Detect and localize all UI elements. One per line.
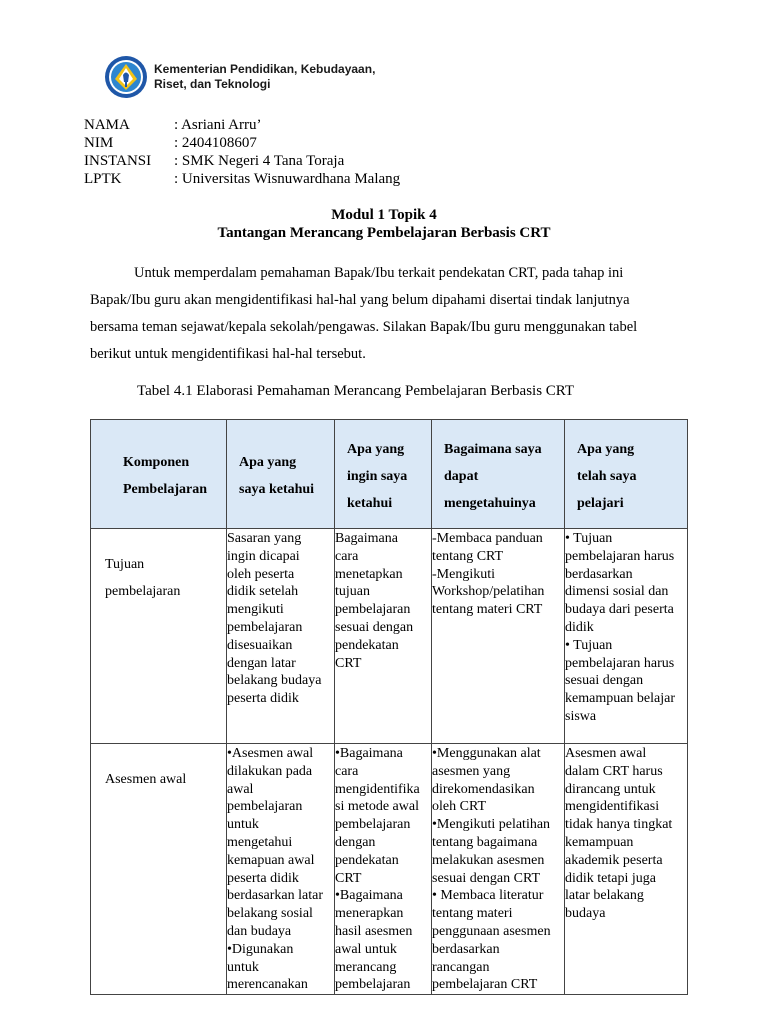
info-row-lptk [84,170,400,188]
cell-line: CRT [335,655,362,671]
cell-line: pembelajaran [335,977,411,993]
cell-line: berdasarkan [432,941,500,957]
cell-line: belakang budaya [227,673,322,689]
cell-line: oleh peserta [227,566,295,582]
cell-line: siswa [565,708,597,724]
cell-line: untuk [227,817,259,833]
cell-line: sesuai dengan [335,619,414,635]
cell-line: cara [335,763,359,779]
cell-line: •Bagaimana [335,746,403,761]
header-apa-yang-telah-saya-pelajari [565,420,688,529]
cell-line: berdasarkan [565,566,633,582]
cell-line: • Membaca literatur [432,888,544,904]
cell-line: dimensi sosial dan [565,584,669,600]
cell-line: tentang bagaimana [432,834,538,850]
cell-line: •Mengikuti pelatihan [432,817,551,833]
cell-line: Pembelajaran [123,482,207,497]
table-cell [565,744,688,995]
info-label: LPTK [84,171,122,187]
cell-line: pembelajaran [335,817,411,833]
cell-line: didik tetapi juga [565,870,656,886]
cell-line: pembelajaran harus [565,655,675,671]
cell-line: hasil asesmen [335,923,413,939]
cell-line: untuk [227,959,259,975]
cell-line: belakang sosial [227,906,313,922]
table-cell [565,529,688,744]
info-row-instansi [84,152,400,170]
cell-line: didik setelah [227,584,299,600]
cell-line: • Tujuan [565,531,613,546]
cell-line: Asesmen awal [565,746,647,761]
table-caption: Tabel 4.1 Elaborasi Pemahaman Merancang Pembelajaran Berbasis CRT [137,383,575,399]
cell-line: Sasaran yang [227,531,302,546]
cell-line: merancang [335,959,397,975]
info-row-nama [84,116,400,134]
title-line-1: Modul 1 Topik 4 [331,207,437,223]
cell-line: tentang materi CRT [432,602,543,618]
cell-line: Bagaimana saya [444,441,542,457]
cell-line: mengidentifika [335,781,420,797]
header-bagaimana-saya-dapat-mengetahuinya [432,420,565,529]
cell-line: kemapuan awal [227,852,315,868]
info-label: NIM [84,135,114,151]
component-cell [91,529,227,744]
cell-line: penggunaan asesmen [432,923,551,939]
intro-line: berikut untuk mengidentifikasi hal-hal tersebut. [90,346,366,362]
cell-line: peserta didik [227,691,299,707]
cell-line: dalam CRT harus [565,763,663,779]
title-line-2: Tantangan Merancang Pembelajaran Berbasis CRT [217,225,551,241]
cell-line: Asesmen awal [105,772,187,787]
cell-line: akademik peserta [565,852,663,868]
cell-line: cara [335,548,359,564]
cell-line: dengan latar [227,655,296,671]
cell-line: Apa yang [347,441,405,457]
cell-line: ingin dicapai [227,548,300,564]
cell-line: -Membaca panduan [432,531,543,546]
cell-line: ketahui [347,495,393,511]
cell-line: Bagaimana [335,531,398,546]
cell-line: CRT [335,870,362,886]
intro-line: Untuk memperdalam pemahaman Bapak/Ibu terkait pendekatan CRT, pada tahap ini [134,265,624,281]
cell-line: oleh CRT [432,799,486,815]
info-value: : Universitas Wisnuwardhana Malang [174,171,401,187]
table-cell [227,529,335,744]
cell-line: Komponen [123,455,190,470]
header-apa-yang-saya-ketahui [227,420,335,529]
table-cell [335,744,432,995]
cell-line: •Bagaimana [335,888,403,904]
cell-line: Apa yang [577,441,635,457]
cell-line: •Menggunakan alat [432,746,541,761]
cell-line: mengidentifikasi [565,799,660,815]
info-value: : Asriani Arru’ [174,117,262,133]
cell-line: menerapkan [335,906,404,922]
cell-line: dilakukan pada [227,763,313,779]
table-cell [335,529,432,744]
cell-line: pembelajaran [105,584,181,599]
cell-line: tentang CRT [432,548,504,564]
cell-line: •Asesmen awal [227,746,314,761]
cell-line: kemampuan [565,834,634,850]
cell-line: mengetahuinya [444,495,536,511]
cell-line: Workshop/pelatihan [432,584,545,600]
cell-line: mengetahui [227,834,293,850]
cell-line: tidak hanya tingkat [565,817,673,833]
cell-line: saya ketahui [239,482,315,497]
cell-line: kemampuan belajar [565,691,676,707]
cell-line: awal untuk [335,941,397,957]
info-value: : SMK Negeri 4 Tana Toraja [174,153,345,169]
cell-line: dengan [335,834,376,850]
cell-line: pembelajaran [335,602,411,618]
table-row [91,744,688,995]
table-header-row [91,420,688,529]
document-title [0,206,768,242]
cell-line: didik [565,619,594,635]
cell-line: peserta didik [227,870,299,886]
cell-line: •Digunakan [227,941,294,957]
cell-line: tentang materi [432,906,513,922]
cell-line: awal [227,781,254,797]
table-cell [227,744,335,995]
header-komponen [91,420,227,529]
cell-line: telah saya [577,468,637,484]
cell-line: menetapkan [335,566,403,582]
table-cell [432,529,565,744]
cell-line: rancangan [432,959,490,975]
cell-line: dirancang untuk [565,781,656,797]
cell-line: budaya [565,906,606,922]
ministry-header [104,55,375,99]
cell-line: direkomendasikan [432,781,535,797]
cell-line: pembelajaran [227,619,303,635]
cell-line: pembelajaran CRT [432,977,538,993]
cell-line: pendekatan [335,852,399,868]
ministry-name [154,62,375,92]
cell-line: latar belakang [565,888,644,904]
cell-line: melakukan asesmen [432,852,545,868]
intro-paragraph [90,260,680,368]
table-cell [432,744,565,995]
cell-line: si metode awal [335,799,419,815]
cell-line: asesmen yang [432,763,511,779]
identity-block [84,116,400,188]
cell-line: disesuaikan [227,637,293,653]
cell-line: sesuai dengan CRT [432,870,541,886]
cell-line: pembelajaran [227,799,303,815]
cell-line: dan budaya [227,923,292,939]
cell-line: -Mengikuti [432,566,495,582]
cell-line: dapat [444,468,479,484]
cell-line: tujuan [335,584,370,600]
info-label: INSTANSI [84,153,152,169]
tut-wuri-handayani-logo-icon [104,55,148,99]
cell-line: ingin saya [347,468,408,484]
intro-line: Bapak/Ibu guru akan mengidentifikasi hal-hal yang belum dipahami disertai tindak lanjutnya [90,292,630,308]
cell-line: Apa yang [239,455,297,470]
ministry-line-1: Kementerian Pendidikan, Kebudayaan, [154,62,376,76]
cell-line: pelajari [577,495,624,511]
cell-line: • Tujuan [565,637,613,653]
cell-line: merencanakan [227,977,308,993]
cell-line: sesuai dengan [565,673,644,689]
info-label: NAMA [84,117,130,133]
cell-line: berdasarkan latar [227,888,323,904]
cell-line: pendekatan [335,637,399,653]
table-row [91,529,688,744]
cell-line: budaya dari peserta [565,602,674,618]
elaboration-table [90,419,688,995]
ministry-line-2: Riset, dan Teknologi [154,77,271,91]
info-row-nim [84,134,400,152]
header-apa-yang-ingin-saya-ketahui [335,420,432,529]
cell-line: Tujuan [105,557,145,572]
cell-line: mengikuti [227,602,284,618]
cell-line: pembelajaran harus [565,548,675,564]
component-cell [91,744,227,995]
intro-line: bersama teman sejawat/kepala sekolah/pengawas. Silakan Bapak/Ibu guru menggunakan tabel [90,319,638,335]
info-value: : 2404108607 [174,135,257,151]
